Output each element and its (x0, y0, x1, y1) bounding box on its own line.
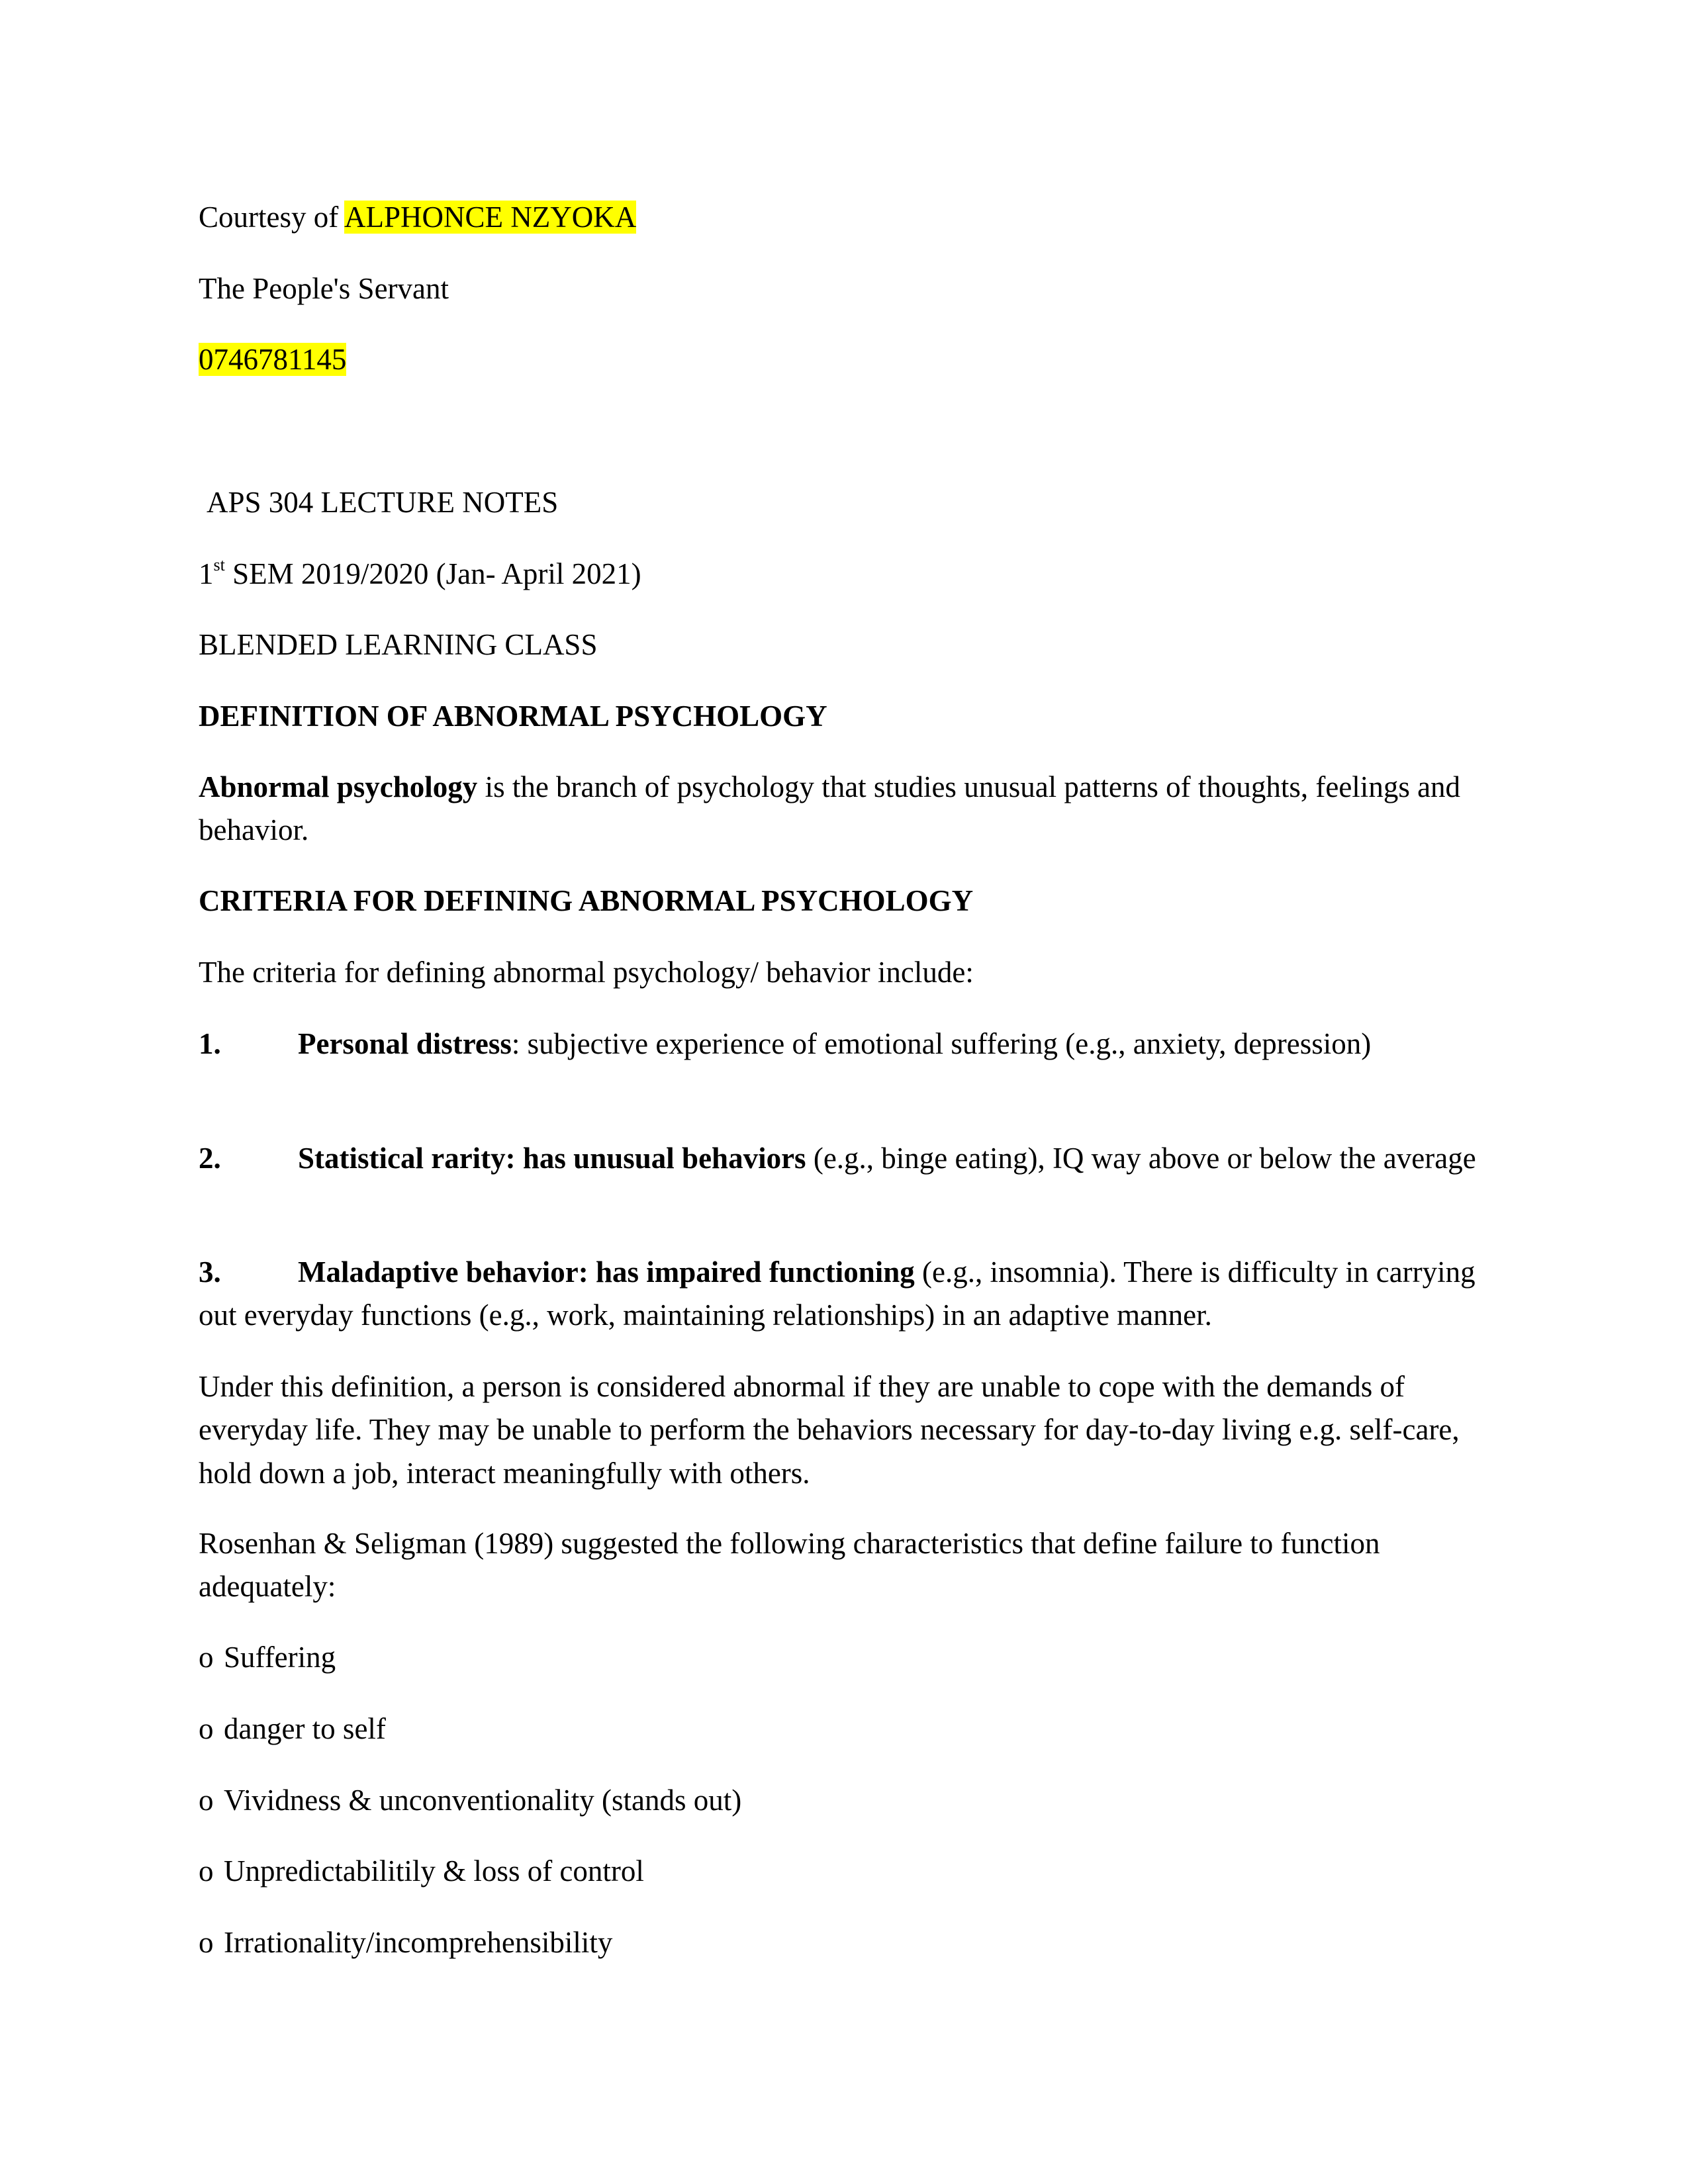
definition-heading: DEFINITION OF ABNORMAL PSYCHOLOGY (199, 700, 827, 733)
bullet-item (199, 1636, 1496, 1679)
rosenhan-paragraph: Rosenhan & Seligman (1989) suggested the following characteristics that define failure to function adequately: (199, 1527, 1380, 1604)
definition-paragraph (199, 766, 1496, 852)
bullet-text: danger to self (224, 1712, 386, 1745)
phone-line (199, 338, 1496, 381)
bullet-item (199, 1850, 1496, 1893)
bullet-text: Vividness & unconventionality (stands out) (224, 1784, 742, 1817)
bullet-marker: o (199, 1641, 214, 1674)
tagline: The People's Servant (199, 272, 449, 305)
bullet-item (199, 1707, 1496, 1751)
course-title: APS 304 LECTURE NOTES (207, 486, 559, 519)
criteria-heading: CRITERIA FOR DEFINING ABNORMAL PSYCHOLOGY (199, 884, 974, 917)
definition-term: Abnormal psychology (199, 770, 478, 803)
semester-suffix: st (213, 555, 225, 574)
bullet-text: Unpredictabilitily & loss of control (224, 1854, 644, 1888)
criteria-item-text: (e.g., insomnia). There is difficulty in carrying out everyday functions (e.g., work, maintaining relationships) in an adaptive manner. (199, 1255, 1476, 1332)
coping-paragraph: Under this definition, a person is considered abnormal if they are unable to cope with the demands of everyday life. They may be unable to perform the behaviors necessary for day-to-day living e.g. self-care, hold down a job, interact meaningfully with others. (199, 1370, 1460, 1490)
criteria-intro: The criteria for defining abnormal psychology/ behavior include: (199, 956, 974, 989)
class-line: BLENDED LEARNING CLASS (199, 628, 598, 661)
criteria-item-3 (199, 1251, 1496, 1338)
definition-text: is the branch of psychology that studies unusual patterns of thoughts, feelings and behavior. (199, 770, 1461, 847)
bullet-marker: o (199, 1784, 214, 1817)
criteria-item-1 (199, 1023, 1496, 1066)
author-name: ALPHONCE NZYOKA (344, 201, 637, 234)
courtesy-prefix: Courtesy of (199, 201, 344, 234)
criteria-item-number: 2. (199, 1142, 221, 1175)
courtesy-line (199, 196, 1496, 239)
bullet-text: Irrationality/incomprehensibility (224, 1926, 613, 1959)
semester-line (199, 553, 1496, 596)
criteria-item-number: 3. (199, 1255, 221, 1289)
criteria-item-number: 1. (199, 1027, 221, 1060)
criteria-item-2 (199, 1137, 1496, 1180)
criteria-item-title: Maladaptive behavior: has impaired functioning (298, 1255, 915, 1289)
semester-number: 1 (199, 557, 214, 590)
bullet-item (199, 1921, 1496, 1964)
criteria-item-text: (e.g., binge eating), IQ way above or below the average (806, 1142, 1476, 1175)
criteria-item-text: : subjective experience of emotional suffering (e.g., anxiety, depression) (511, 1027, 1372, 1060)
bullet-marker: o (199, 1854, 214, 1888)
bullet-marker: o (199, 1712, 214, 1745)
bullet-item (199, 1779, 1496, 1822)
criteria-item-title: Statistical rarity: has unusual behaviors (298, 1142, 806, 1175)
criteria-item-title: Personal distress (298, 1027, 512, 1060)
bullet-marker: o (199, 1926, 214, 1959)
semester-rest: SEM 2019/2020 (Jan- April 2021) (224, 557, 641, 590)
bullet-text: Suffering (224, 1641, 336, 1674)
phone-number: 0746781145 (199, 343, 347, 376)
